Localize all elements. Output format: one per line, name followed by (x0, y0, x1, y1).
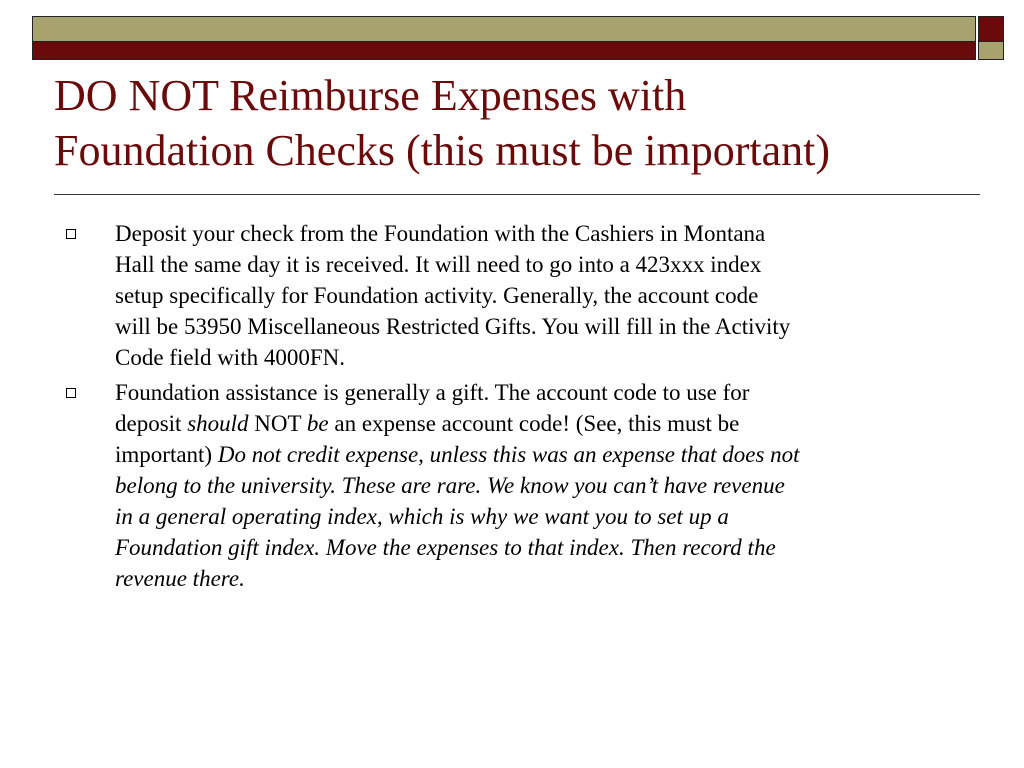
text-run-italic: should (187, 411, 249, 436)
bullet-text-line-italic: in a general operating index, which is why we want you to set up a (115, 504, 729, 529)
text-run-italic: be (306, 411, 329, 436)
bullet-text-line-italic: revenue there. (115, 566, 245, 591)
bullet-text-line: Hall the same day it is received. It will need to go into a 423xxx index (115, 252, 762, 277)
title-divider (54, 194, 980, 195)
bullet-text-line-italic: Foundation gift index. Move the expenses to that index. Then record the (115, 535, 776, 560)
bullet-item-gift (60, 377, 970, 594)
hollow-square-bullet-icon (66, 388, 76, 398)
header-olive-bar (32, 16, 976, 42)
bullet-text-line: Deposit your check from the Foundation with the Cashiers in Montana (115, 221, 766, 246)
bullet-item-deposit (60, 218, 970, 373)
bullet-list (60, 218, 970, 598)
hollow-square-bullet-icon (66, 229, 76, 239)
bullet-text-line: setup specifically for Foundation activity. Generally, the account code (115, 283, 759, 308)
bullet-text-line (115, 408, 970, 439)
text-run: NOT (248, 411, 307, 436)
text-run: deposit (115, 411, 188, 436)
text-run-italic: Do not credit expense, unless this was an expense that does not (217, 442, 800, 467)
bullet-text-line (115, 439, 970, 470)
text-run: an expense account code! (See, this must be (328, 411, 740, 436)
text-run: important) (115, 442, 218, 467)
bullet-text-line-italic: belong to the university. These are rare. We know you can’t have revenue (115, 473, 785, 498)
header-maroon-square (978, 16, 1004, 42)
slide-title (54, 68, 974, 178)
slide-title-line-2: Foundation Checks (this must be important) (54, 126, 831, 175)
bullet-text-line: will be 53950 Miscellaneous Restricted Gifts. You will fill in the Activity (115, 314, 791, 339)
bullet-text-line: Code field with 4000FN. (115, 345, 345, 370)
header-olive-square (978, 42, 1004, 60)
bullet-text-line: Foundation assistance is generally a gift. The account code to use for (115, 380, 750, 405)
slide-title-line-1: DO NOT Reimburse Expenses with (54, 71, 687, 120)
header-maroon-bar (32, 42, 976, 60)
